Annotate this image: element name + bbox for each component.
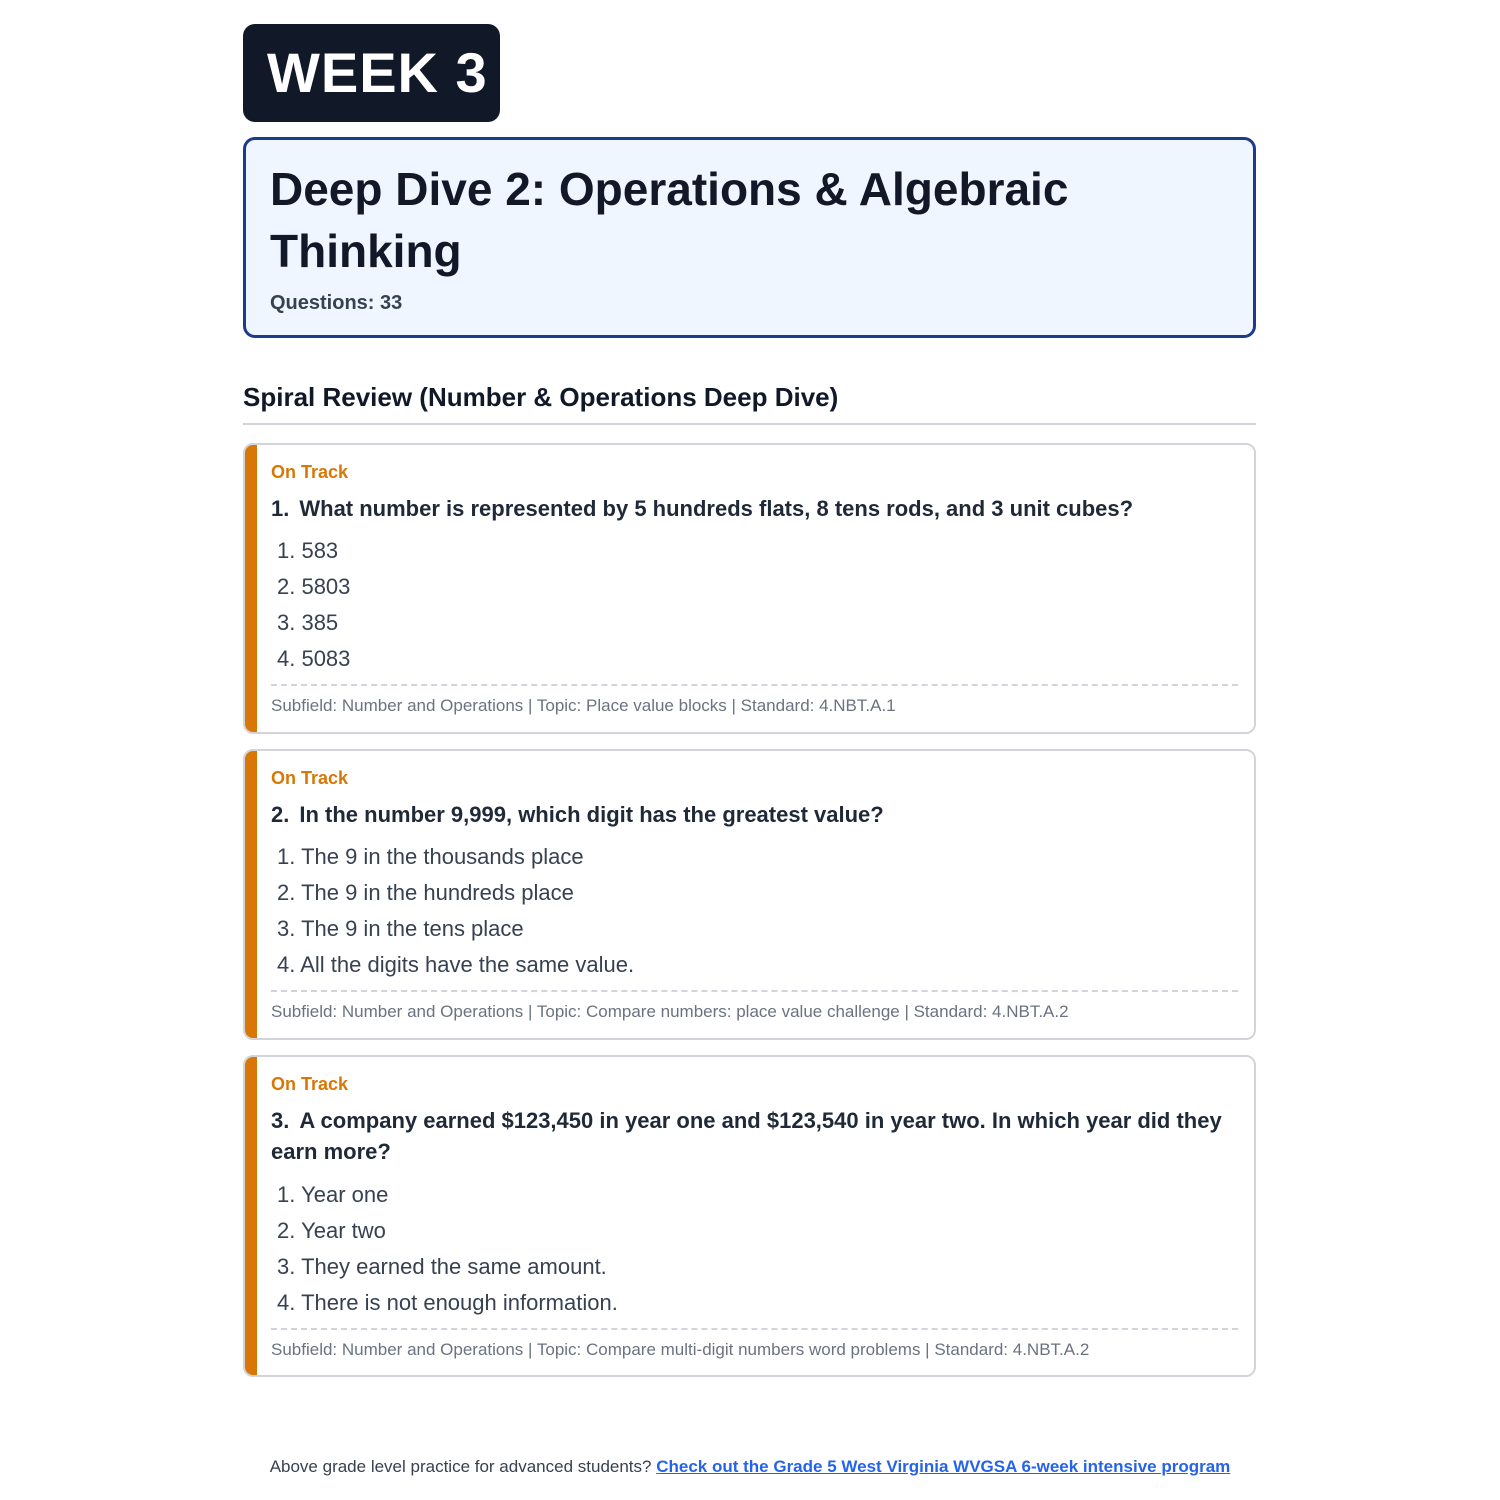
question-number: 3. [271,1108,290,1133]
answer-option[interactable]: 1. 583 [277,538,339,563]
question-card-3 [243,1055,1256,1377]
question-body: What number is represented by 5 hundreds flats, 8 tens rods, and 3 unit cubes? [299,496,1134,521]
status-accent-bar [245,445,257,732]
status-accent-bar [245,1057,257,1375]
answer-option[interactable]: 3. 385 [277,610,339,635]
answer-option[interactable]: 4. All the digits have the same value. [277,952,635,977]
question-card-1 [243,443,1256,734]
status-label: On Track [271,462,349,482]
answer-options [277,1177,618,1321]
question-text [271,1105,1228,1167]
week-badge: WEEK 3 [243,24,500,122]
footer [0,1457,1500,1477]
section-title: Spiral Review (Number & Operations Deep Dive) [243,382,1256,425]
question-meta: Subfield: Number and Operations | Topic: Compare numbers: place value challenge | Standard: 4.NBT.A.2 [271,990,1238,1022]
footer-text: Above grade level practice for advanced students? [269,1457,652,1476]
status-accent-bar [245,751,257,1038]
deep-dive-header [243,137,1256,338]
answer-option[interactable]: 3. The 9 in the tens place [277,916,524,941]
answer-option[interactable]: 4. 5083 [277,646,351,671]
answer-option[interactable]: 1. The 9 in the thousands place [277,844,584,869]
question-number: 2. [271,802,290,827]
program-link[interactable]: Check out the Grade 5 West Virginia WVGSA 6-week intensive program [656,1457,1231,1476]
answer-option[interactable]: 1. Year one [277,1182,389,1207]
question-number: 1. [271,496,290,521]
answer-options [277,839,634,983]
answer-option[interactable]: 3. They earned the same amount. [277,1254,607,1279]
question-body: A company earned $123,450 in year one and $123,540 in year two. In which year did they earn more? [271,1108,1222,1164]
question-meta: Subfield: Number and Operations | Topic: Place value blocks | Standard: 4.NBT.A.1 [271,684,1238,716]
answer-option[interactable]: 2. The 9 in the hundreds place [277,880,574,905]
question-meta: Subfield: Number and Operations | Topic: Compare multi-digit numbers word problems | Standard: 4.NBT.A.2 [271,1328,1238,1360]
question-text [271,493,1228,524]
answer-option[interactable]: 2. Year two [277,1218,386,1243]
answer-option[interactable]: 4. There is not enough information. [277,1290,618,1315]
answer-options [277,533,350,677]
question-body: In the number 9,999, which digit has the greatest value? [299,802,884,827]
question-text [271,799,1228,830]
question-card-2 [243,749,1256,1040]
deep-dive-title: Deep Dive 2: Operations & Algebraic Thinking [270,163,1069,277]
answer-option[interactable]: 2. 5803 [277,574,351,599]
status-label: On Track [271,768,349,788]
status-label: On Track [271,1074,349,1094]
question-count: Questions: 33 [270,292,403,314]
